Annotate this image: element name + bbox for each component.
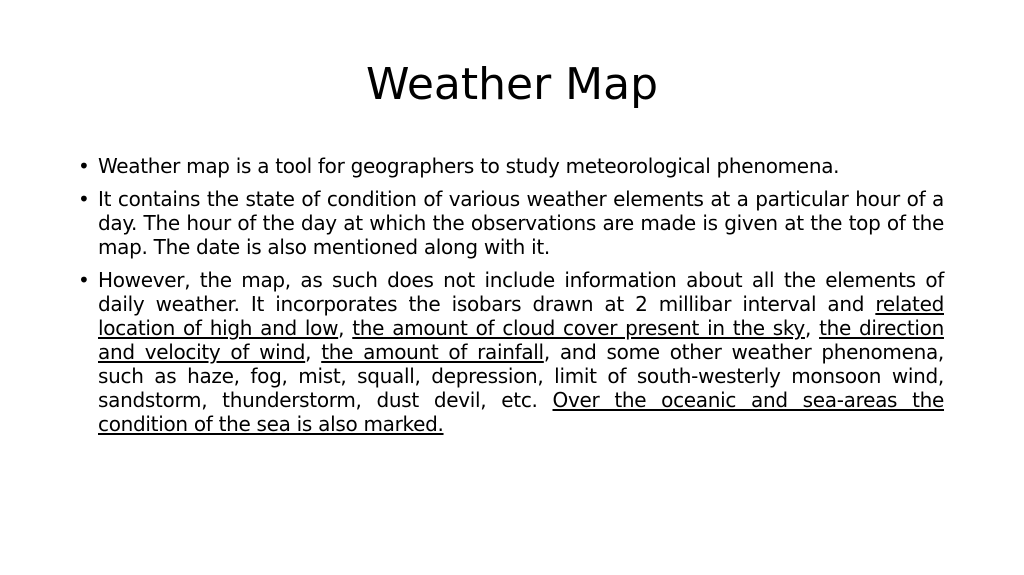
underlined-text-segment: the amount of rainfall (321, 340, 544, 364)
bullet-text (98, 187, 944, 259)
bullet-text-segment: However, the map, as such does not include information about all the elements of daily weather. It incorporates the isobars drawn at 2 millibar interval and (98, 268, 944, 316)
underlined-text-segment: Over the oceanic and sea-areas the condition of the sea is also marked. (98, 388, 945, 436)
bullet-text-segment: , (804, 316, 820, 340)
underlined-text-segment: related location of high and low (98, 292, 944, 340)
bullet-text-segment: , and some other weather phenomena, such as haze, fog, mist, squall, depression, limit of south-westerly monsoon wind, sandstorm, thunderstorm, dust devil, etc. (98, 340, 944, 412)
bullet-text-segment: , (338, 316, 353, 340)
bullet-text (98, 268, 944, 436)
bullet-dot-icon: • (78, 268, 90, 292)
underlined-text-segment: the direction and velocity of wind (98, 316, 944, 364)
bullet-text-segment: , (305, 340, 322, 364)
bullet-dot-icon: • (78, 187, 90, 211)
bullet-text-segment: Weather map is a tool for geographers to study meteorological phenomena. (98, 154, 840, 178)
bullet-item (78, 268, 944, 436)
underlined-text-segment: the amount of cloud cover present in the sky (352, 316, 805, 340)
bullet-list (78, 154, 944, 445)
bullet-item (78, 187, 944, 259)
bullet-item (78, 154, 944, 178)
bullet-text (98, 154, 839, 178)
bullet-dot-icon: • (78, 154, 90, 178)
slide-title: Weather Map (365, 59, 659, 110)
bullet-text-segment: It contains the state of condition of various weather elements at a particular hour of a day. The hour of the day at which the observations are made is given at the top of the map. The date is also mentioned along with it. (98, 187, 944, 259)
